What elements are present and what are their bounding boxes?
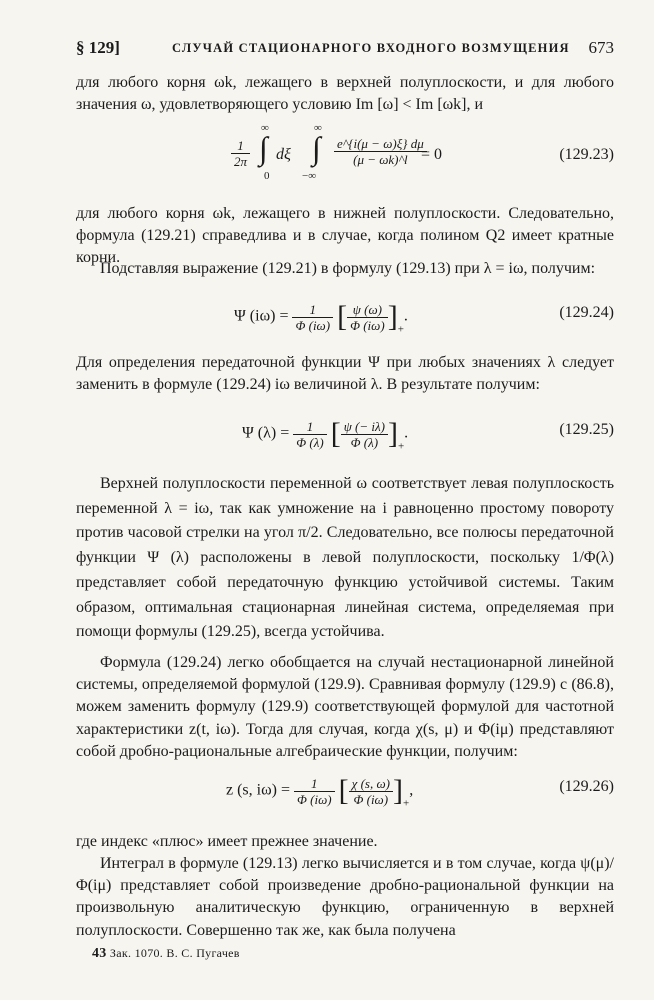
- paragraph: Верхней полуплоскости переменной ω соответствует левая полуплоскость переменной λ = iω, так как умножение на i равноценно простому повороту против часовой стрелки на угол π/2. Следовательно, все полюсы передаточной функции Ψ (λ) расположены в левой полуплоскости, поскольку 1/Φ(λ) представляет собой передаточную функцию устойчивой системы. Таким образом, оптимальная стационарная линейная система, определяемая при помощи формулы (129.25), всегда устойчива.: [76, 475, 614, 641]
- equation-number: (129.25): [559, 421, 614, 438]
- paragraph: Для определения передаточной функции Ψ при любых значениях λ следует заменить в формуле (129.24) iω величиной λ. В результате получим:: [76, 354, 614, 394]
- paragraph: где индекс «плюс» имеет прежнее значение.: [76, 833, 378, 850]
- integrand-fraction: $\frac{e\^{}\{i(\mu - \omega)\xi\} d\mu}{(\mu - \omega k)\^{}l}$: [334, 136, 427, 167]
- page-number: 673: [588, 38, 614, 57]
- paragraph: Подставляя выражение (129.21) в формулу (129.13) при λ = iω, получим:: [100, 260, 596, 277]
- equation-number: (129.26): [559, 778, 614, 795]
- paragraph: для любого корня ωk, лежащего в нижней полуплоскости. Следовательно, формула (129.21) справедлива и в случае, когда полином Q2 имеет кратные корни.: [76, 205, 614, 267]
- sheet-number: 43: [92, 946, 107, 961]
- running-title: СЛУЧАЙ СТАЦИОНАРНОГО ВХОДНОГО ВОЗМУЩЕНИЯ: [172, 41, 570, 55]
- running-header: [76, 38, 614, 58]
- equation-129-26: z (s, iω) = $\frac{1}{\Phi (i\omega)}$ [ $\frac{\chi (s, \omega)}{\Phi (i\omega)}$ ]$_+$, (129.26): [226, 774, 614, 810]
- paragraph: Формула (129.24) легко обобщается на случай нестационарной линейной системы, определяемой формулой (129.9). Сравнивая формулу (129.9) с (86.8), можем заменить формулу (129.9) соответствующей формулой для частотной характеристики z(t, iω). Тогда для случая, когда χ(s, μ) и Φ(iμ) представляют собой дробно-рациональные алгебраические функции, получим:: [76, 654, 614, 760]
- section-number: § 129]: [76, 38, 120, 57]
- paragraph: для любого корня ωk, лежащего в верхней полуплоскости, и для любого значения ω, удовлетворяющего условию Im [ω] < Im [ωk], и: [76, 74, 614, 114]
- equation-129-25: Ψ (λ) = $\frac{1}{\Phi (\lambda)}$ [ $\frac{\psi (- i\lambda)}{\Phi (\lambda)}$ ]$_+$. (129.25): [242, 417, 614, 453]
- printer-footer: [92, 946, 240, 962]
- paragraph: Интеграл в формуле (129.13) легко вычисляется и в том случае, когда ψ(μ)/Φ(iμ) представляет собой произведение дробно-рациональной функции на произвольную аналитическую функцию, ограниченную в верхней полуплоскости. Совершенно так же, как была получена: [76, 855, 614, 939]
- prefix-fraction: $\frac{1}{2\pi}$: [231, 138, 250, 169]
- equation-129-24: Ψ (iω) = $\frac{1}{\Phi (i\omega)}$ [ $\frac{\psi (\omega)}{\Phi (i\omega)}$ ]$_+$. (129.24): [234, 300, 614, 336]
- footer-text: Зак. 1070. В. С. Пугачев: [109, 946, 240, 960]
- equation-129-23: $\frac{1}{2\pi}$ ∫ ∞ 0 dξ ∫ ∞ −∞ $\frac{e\^{}\{i(\mu - \omega)\xi\} d\mu}{(\mu - \omega k)\^{}l}$ = 0 (129.23): [76, 118, 614, 198]
- equation-number: (129.24): [559, 304, 614, 321]
- equation-number: (129.23): [559, 146, 614, 163]
